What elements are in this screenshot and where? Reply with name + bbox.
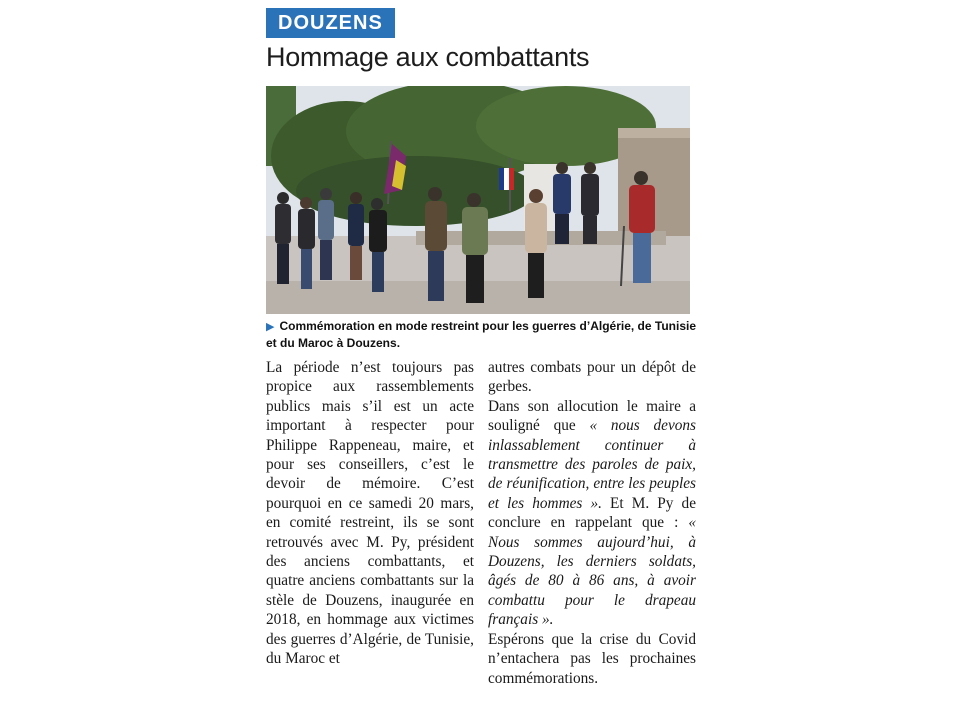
quote-text: « Nous sommes aujourd’hui, à Douzens, les derniers soldats, âgés de 80 à 86 ans, à avoir combattu pour le drapeau français ». — [488, 514, 696, 629]
article-paragraph: La période n’est toujours pas propice aux rassemblements publics mais s’il est un acte important à respecter pour Philippe Rappeneau, maire, et pour ses conseillers, c’est le devoir de mémoire. C’est pourquoi en ce samedi 20 mars, en comité restreint, ils se sont retrouvés avec M. Py, président des anciens combattants, et quatre anciens combattants sur la stèle de Douzens, inaugurée en 2018, en hommage aux victimes des guerres d’Algérie, de Tunisie, du Maroc et — [266, 359, 474, 668]
text-run: Dans son allocution le maire a souligné que — [488, 397, 696, 435]
caption-text: Commémoration en mode restreint pour les guerres d’Algérie, de Tunisie et du Maroc à Douzens. — [266, 319, 697, 350]
article-paragraph: autres combats pour un dépôt de gerbes. — [488, 359, 696, 396]
section-tag: DOUZENS — [266, 8, 395, 38]
article-paragraph — [488, 397, 696, 630]
caption-arrow-icon: ▶ — [266, 321, 275, 333]
text-run: Et M. Py de conclure en rappelant que : — [488, 494, 696, 532]
quote-text: « nous devons inlassablement continuer à transmettre des paroles de paix, de réunification, entre les peuples et les hommes ». — [488, 417, 696, 512]
article-paragraph: Espérons que la crise du Covid n’entachera pas les prochaines commémorations. — [488, 630, 696, 687]
article-column-left — [266, 358, 474, 669]
headline: Hommage aux combattants — [266, 42, 590, 72]
article-column-right — [488, 358, 696, 688]
article-photo — [266, 86, 690, 314]
photo-caption — [266, 318, 696, 351]
